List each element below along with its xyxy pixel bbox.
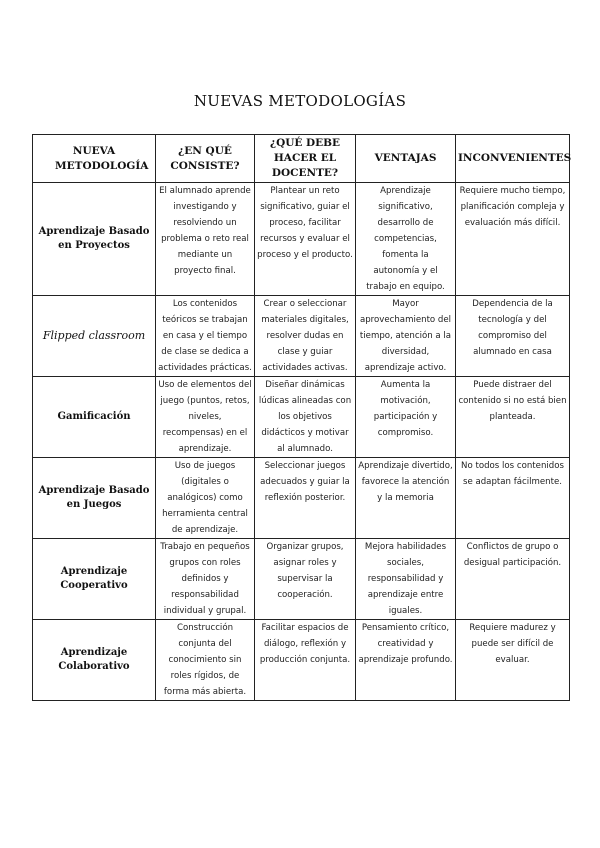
header-what: ¿EN QUÉ CONSISTE? — [156, 135, 255, 183]
header-pros: VENTAJAS — [356, 135, 456, 183]
method-name: Aprendizaje Cooperativo — [33, 539, 156, 620]
teacher-cell: Facilitar espacios de diálogo, reflexión y producción conjunta. — [255, 620, 356, 701]
method-name: Aprendizaje Basado en Proyectos — [33, 183, 156, 296]
table-row — [33, 539, 570, 620]
method-name: Gamificación — [33, 377, 156, 458]
table-row — [33, 296, 570, 377]
teacher-cell: Organizar grupos, asignar roles y supervisar la cooperación. — [255, 539, 356, 620]
teacher-cell: Diseñar dinámicas lúdicas alineadas con los objetivos didácticos y motivar al alumnado. — [255, 377, 356, 458]
method-name: Aprendizaje Basado en Juegos — [33, 458, 156, 539]
header-method: NUEVA METODOLOGÍA — [33, 135, 156, 183]
cons-cell: Puede distraer del contenido si no está bien planteada. — [456, 377, 570, 458]
header-cons: INCONVENIENTES — [456, 135, 570, 183]
pros-cell: Pensamiento crítico, creatividad y aprendizaje profundo. — [356, 620, 456, 701]
cons-cell: Conflictos de grupo o desigual participación. — [456, 539, 570, 620]
what-cell: Construcción conjunta del conocimiento sin roles rígidos, de forma más abierta. — [156, 620, 255, 701]
what-cell: El alumnado aprende investigando y resolviendo un problema o reto real mediante un proyecto final. — [156, 183, 255, 296]
teacher-cell: Plantear un reto significativo, guiar el proceso, facilitar recursos y evaluar el proceso y el producto. — [255, 183, 356, 296]
page-title: NUEVAS METODOLOGÍAS — [193, 92, 407, 110]
teacher-cell: Seleccionar juegos adecuados y guiar la reflexión posterior. — [255, 458, 356, 539]
what-cell: Uso de elementos del juego (puntos, retos, niveles, recompensas) en el aprendizaje. — [156, 377, 255, 458]
table-row — [33, 377, 570, 458]
what-cell: Los contenidos teóricos se trabajan en casa y el tiempo de clase se dedica a actividades prácticas. — [156, 296, 255, 377]
cons-cell: Dependencia de la tecnología y del compromiso del alumnado en casa — [456, 296, 570, 377]
method-name: Flipped classroom — [33, 296, 156, 377]
what-cell: Trabajo en pequeños grupos con roles definidos y responsabilidad individual y grupal. — [156, 539, 255, 620]
methodologies-table — [32, 134, 570, 701]
cons-cell: Requiere mucho tiempo, planificación compleja y evaluación más difícil. — [456, 183, 570, 296]
pros-cell: Aumenta la motivación, participación y compromiso. — [356, 377, 456, 458]
cons-cell: No todos los contenidos se adaptan fácilmente. — [456, 458, 570, 539]
header-teacher: ¿QUÉ DEBE HACER EL DOCENTE? — [255, 135, 356, 183]
teacher-cell: Crear o seleccionar materiales digitales, resolver dudas en clase y guiar actividades activas. — [255, 296, 356, 377]
table-row — [33, 620, 570, 701]
pros-cell: Mejora habilidades sociales, responsabilidad y aprendizaje entre iguales. — [356, 539, 456, 620]
cons-cell: Requiere madurez y puede ser difícil de evaluar. — [456, 620, 570, 701]
method-name: Aprendizaje Colaborativo — [33, 620, 156, 701]
pros-cell: Aprendizaje significativo, desarrollo de competencias, fomenta la autonomía y el trabajo en equipo. — [356, 183, 456, 296]
table-row — [33, 183, 570, 296]
header-row — [33, 135, 570, 183]
pros-cell: Mayor aprovechamiento del tiempo, atención a la diversidad, aprendizaje activo. — [356, 296, 456, 377]
pros-cell: Aprendizaje divertido, favorece la atención y la memoria — [356, 458, 456, 539]
what-cell: Uso de juegos (digitales o analógicos) como herramienta central de aprendizaje. — [156, 458, 255, 539]
table-row — [33, 458, 570, 539]
